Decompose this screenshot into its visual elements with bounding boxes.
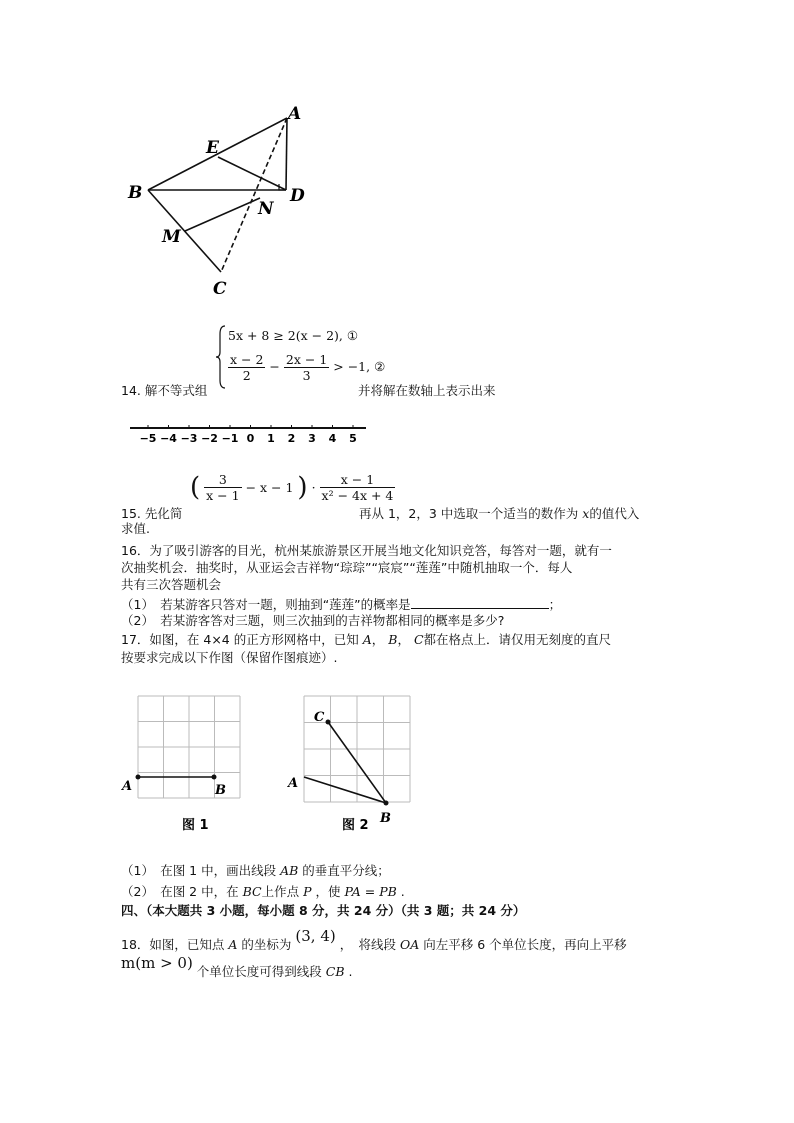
seg-AB: AB [280,863,299,878]
frac-den: x − 1 [206,488,240,503]
q17-part1 [121,862,390,880]
point-P: P [303,884,312,899]
section-heading: 四、（本大题共 3 小题，每小题 8 分，共 24 分）（共 3 题；共 24 分） [121,903,526,918]
q18-line1 [121,927,627,954]
q14-tail: 并将解在数轴上表示出来 [358,383,496,398]
q17-line1 [121,631,611,649]
frac-den: 2 [242,368,251,383]
point-C: C [413,632,424,647]
number-line-label: 2 [287,432,296,445]
ineq-rest: > −1, ② [333,359,386,374]
number-line-label: −3 [180,432,198,445]
m-expr: m(m > 0) [121,954,193,972]
frac-num: x − 2 [230,352,264,367]
q18-text: 的坐标为 [241,937,292,952]
seg-BC: BC [242,884,262,899]
q16-line1: 16．为了吸引游客的目光，杭州某旅游景区开展当地文化知识竞答，每答对一题，就有一 [121,543,612,558]
coord-A: (3, 4) [295,927,336,945]
triangle-figure [120,100,320,300]
q17-part1-text: 的垂直平分线； [302,863,390,878]
system-brace [216,324,226,390]
number-line-label: 5 [349,432,357,445]
number-line [126,418,372,452]
fig2-caption: 图 2 [342,818,369,833]
q-number: 14. [121,383,141,398]
frac-num: x − 1 [320,472,396,488]
q17-text: 17．如图，在 4×4 的正方形网格中，已知 [121,632,359,647]
frac-num: 2x − 1 [285,352,328,367]
q16-part2: （2） 若某游客答对三题，则三次抽到的吉祥物都相同的概率是多少? [121,613,505,628]
q16-part1-end: ； [548,597,562,612]
q15-line2: 求值. [121,521,150,536]
q17-text: 都在格点上．请仅用无刻度的直尺 [423,632,612,647]
q18-text: ， 将线段 [339,937,396,952]
q18-text: 向左平移 6 个单位长度，再向上平移 [423,937,627,952]
label-C: C [213,279,227,299]
frac-num: 3 [204,472,241,488]
expr-mid: − x − 1 [245,480,294,495]
fig2-label-A: A [288,776,299,791]
answer-blank[interactable] [411,595,549,609]
label-N: N [258,199,274,219]
number-line-label: −5 [139,432,157,445]
q-number: 15. [121,506,141,521]
q15-lead-text: 先化简 [144,506,183,521]
q17-part2-text: ，使 [315,884,341,899]
number-line-label: 4 [328,432,337,445]
label-E: E [206,138,219,158]
minus: − [269,359,280,374]
fig2-label-C: C [314,710,325,725]
fig2-label-B: B [380,811,391,826]
q16-line3: 共有三次答题机会 [121,577,222,592]
number-line-label: 1 [267,432,275,445]
sep: ， [397,632,410,647]
var-x: x [582,506,590,521]
q17-part2-text: （2） 在图 2 中，在 [121,884,239,899]
label-B: B [128,183,143,203]
number-line-label: 0 [246,432,255,445]
number-line-label: 3 [308,432,316,445]
q17-part2-text: 上作点 [261,884,300,899]
label-A: A [288,104,302,124]
number-line-label: −2 [201,432,218,445]
label-M: M [162,227,181,247]
q16-line2: 次抽奖机会．抽奖时，从亚运会吉祥物“琮琮”“宸宸”“莲莲”中随机抽取一个．每人 [121,560,573,575]
seg-CB: CB [325,964,345,979]
equation-PA-PB: PA = PB [344,884,397,899]
q14-line [121,382,207,400]
point-A: A [228,937,238,952]
q16-part1-text: （1） 若某游客只答对一题，则抽到“莲莲”的概率是 [121,597,411,612]
number-line-label: −4 [160,432,177,445]
q17-part2 [121,883,405,901]
q17-part2-end: . [400,884,405,899]
q18-text: 个单位长度可得到线段 [196,964,322,979]
q14-system [216,324,386,390]
sep: ， [371,632,385,647]
frac-den: 3 [302,368,311,383]
grid-figure-1 [118,692,248,838]
point-A: A [362,632,372,647]
q15-tail-text: 再从 1，2，3 中选取一个适当的数作为 [359,506,579,521]
q17-line2: 按要求完成以下作图（保留作图痕迹）. [121,650,338,665]
ineq-2 [228,352,385,383]
label-D: D [290,186,305,206]
q15-tail [359,505,639,523]
q15-expression: ( $\frac{3}{x - 1}$ − x − 1 ) · $\frac{x - 1}{\text{x² − 4x + 4}}$ [190,472,394,503]
frac-den: x² − 4x + 4 [321,488,394,503]
seg-OA: OA [399,937,420,952]
q17-part1-text: （1） 在图 1 中，画出线段 [121,863,277,878]
q18-end: . [348,964,353,979]
q18-line2 [121,954,353,981]
ineq-1: 5x + 8 ≥ 2(x − 2), ① [228,328,359,343]
point-B: B [388,632,398,647]
fig1-label-B: B [215,783,226,798]
fig1-label-A: A [122,779,133,794]
q18-text: 18．如图，已知点 [121,937,225,952]
q15-tail-text2: 的值代入 [589,506,640,521]
q14-lead: 解不等式组 [144,383,208,398]
fig1-caption: 图 1 [182,818,209,833]
grid-figure-2 [286,692,421,838]
number-line-label: −1 [221,432,239,445]
